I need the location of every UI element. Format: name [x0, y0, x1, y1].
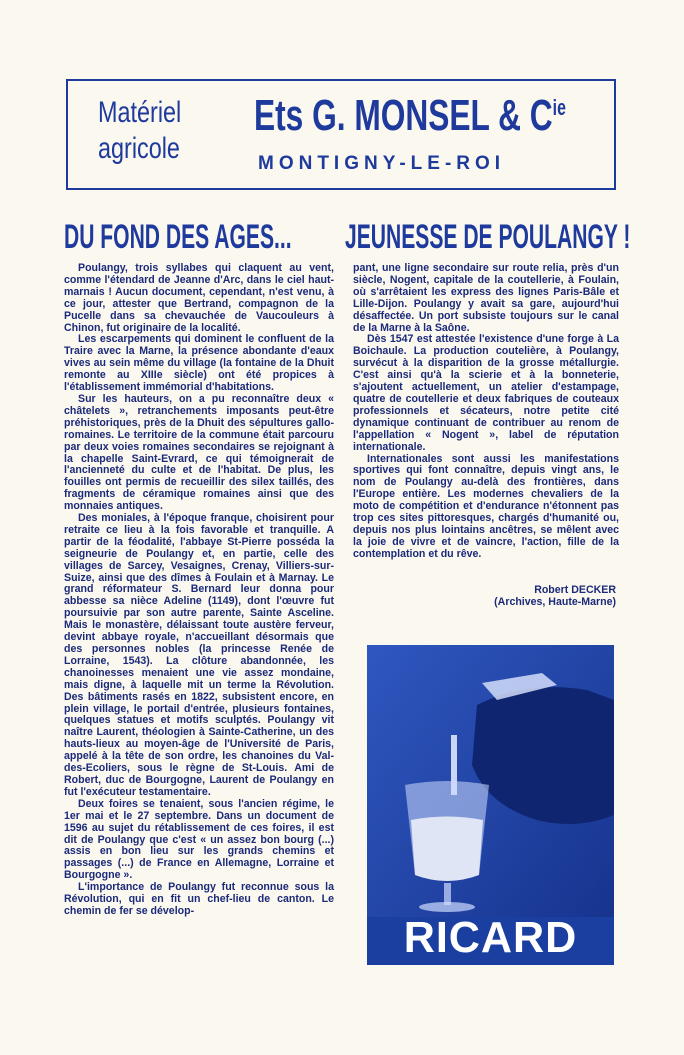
ad-product-line: [98, 95, 181, 167]
heading-left: DU FOND DES AGES...: [64, 218, 292, 256]
glass-liquid: [411, 817, 483, 882]
ad-town: MONTIGNY-LE-ROI: [258, 153, 506, 174]
ad-line-2: agricole: [98, 132, 180, 165]
glass-stem: [444, 883, 451, 905]
paragraph: Sur les hauteurs, on a pu reconnaître deux « châtelets », retranchements imposants peut-être préhistoriques, près de la Dhuit des sépultures gallo-romaines. Le territoire de la commune était parcouru par deux voies romaines secondaires se rejoignant à la chapelle Saint-Evrard, ce qui témoignerait de l'ancienneté du culte et de l'habitat. De plus, les fouilles ont permis de recueillir des silex taillés, des fragments de céramique romaines ainsi que des monnaies antiques.: [64, 392, 334, 513]
author-source: (Archives, Haute-Marne): [494, 596, 616, 608]
heading-right: JEUNESSE DE POULANGY !: [345, 218, 631, 256]
advertisement-monsel: [66, 79, 616, 190]
paragraph: L'importance de Poulangy fut reconnue sous la Révolution, qui en fit un chef-lieu de canton. Le chemin de fer se dévelop-: [64, 881, 334, 917]
ad-company-name: [254, 91, 566, 141]
paragraph: Les escarpements qui dominent le confluent de la Traire avec la Marne, la présence abondante d'eaux vives au sein même du village (la fontaine de la Dhuit remonte au XIIIe siècle) ont été propices à l'établissement immémorial d'habitations.: [64, 333, 334, 394]
paragraph: Des moniales, à l'époque franque, choisirent pour retraite ce lieu à la fois favorable et tranquille. A partir de la féodalité, l'abbaye St-Pierre posséda la seigneurie de Poulangy et, en partie, celle des villages de Sarcey, Vesaignes, Crenay, Villiers-sur-Suize, ainsi que des dîmes à Foulain et à Marnay. Le grand réformateur S. Bernard leur donna pour abbesse sa nièce Adeline (1149), dont l'œuvre fut poursuivie par son autre parente, Sainte Asceline. Mais le monastère, délaissant toute austère ferveur, devint abbaye royale, n'accueillant désormais que des personnes nobles (la princesse Renée de Lorraine, 1543). La clôture abandonnée, les chanoinesses menaient une vie assez mondaine, mais digne, à laquelle mit un terme la Révolution. Des bâtiments rasés en 1822, subsistent encore, en plein village, le portail d'entrée, plusieurs fontaines, quelques statues et motifs sculptés. Poulangy vit naître Laurent, théologien à Sainte-Catherine, un des hauts-lieux au moyen-âge de l'Université de Paris, appelé à la tête de son ordre, les chanoines du Val-des-Ecoliers, sous le règne de St-Louis. Ami de Robert, duc de Bourgogne, Laurent de Poulangy en fut l'exécuteur testamentaire.: [64, 512, 334, 798]
ad-line-1: Matériel: [98, 96, 182, 129]
glass-foot: [419, 902, 475, 912]
signature: [460, 584, 616, 608]
ricard-advertisement: [367, 645, 614, 965]
paragraph: Dès 1547 est attestée l'existence d'une forge à La Boichaule. La production coutelière, à Poulangy, survécut à la disparition de la grosse métallurgie. C'est ainsi qu'à la scierie et à la bonneterie, s'ajoutent actuellement, un atelier d'estampage, quatre de coutellerie et deux fabriques de couteaux professionnels et sécateurs, notre petite cité dynamique continuant de contribuer au renom de l'appellation « Nogent », label de réputation internationale.: [353, 333, 619, 453]
article-column-2: [353, 263, 619, 561]
paragraph: Internationales sont aussi les manifestations sportives qui font connaître, depuis vingt ans, le nom de Poulangy au-delà des frontières, dans l'Europe entière. Les modernes chevaliers de la moto de compétition et d'endurance n'étonnent pas trop ces sites pittoresques, chargés d'humanité ou, depuis nos plus lointains ancêtres, se mêlent avec la joie de vivre et de vaincre, l'action, fille de la contemplation et du rêve.: [353, 452, 619, 560]
paragraph: Poulangy, trois syllabes qui claquent au vent, comme l'étendard de Jeanne d'Arc, dans le ciel haut-marnais ! Aucun document, cependant, n'est venu, à ce jour, attester que Bertrand, compagnon de la Pucelle dans sa chevauchée de Vaucouleurs à Chinon, fut originaire de la localité.: [64, 262, 334, 334]
paragraph: pant, une ligne secondaire sur route relia, près d'un siècle, Nogent, capitale de la coutellerie, à Foulain, où s'arrêtaient les express des lignes Paris-Bâle et Lille-Dijon. Poulangy y avait sa gare, aujourd'hui désaffectée. Un port subsiste toujours sur le canal de la Marne à la Saône.: [353, 262, 619, 334]
paragraph: Deux foires se tenaient, sous l'ancien régime, le 1er mai et le 27 septembre. Dans un document de 1596 au sujet du rétablissement de ces foires, il est dit de Poulangy que c'est « un assez bon bourg (...) assis en bon lieu sur les grands chemins et passages (...) de France en Allemagne, Lorraine et Bourgogne ».: [64, 797, 334, 882]
ad-company-text: Ets G. MONSEL & C: [254, 91, 553, 140]
ricard-logo: RICARD: [403, 913, 578, 962]
author-name: Robert DECKER: [534, 584, 616, 596]
ad-company-sup: ie: [552, 95, 566, 120]
article-column-1: [64, 263, 334, 918]
